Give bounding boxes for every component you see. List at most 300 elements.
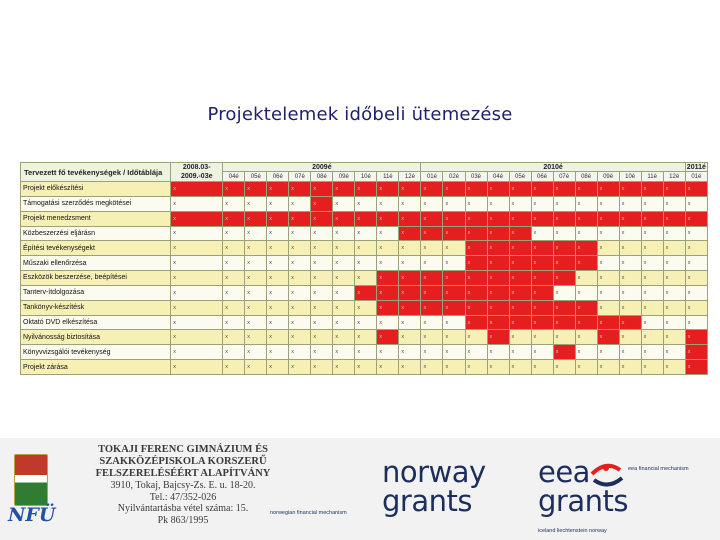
schedule-cell: x <box>377 256 399 271</box>
schedule-cell-active: x <box>487 300 509 315</box>
schedule-cell: x <box>641 241 663 256</box>
schedule-cell: x <box>421 330 443 345</box>
schedule-cell: x <box>597 345 619 360</box>
month-header: 04é <box>487 172 509 182</box>
schedule-cell: x <box>245 300 267 315</box>
schedule-cell-active: x <box>575 300 597 315</box>
task-row <box>21 226 708 241</box>
schedule-cell-active: x <box>575 315 597 330</box>
schedule-cell: x <box>663 256 685 271</box>
schedule-cell-active: x <box>553 211 575 226</box>
schedule-cell-active: x <box>377 330 399 345</box>
schedule-cell-active: x <box>465 285 487 300</box>
schedule-cell: x <box>421 345 443 360</box>
schedule-cell: x <box>443 241 465 256</box>
task-row <box>21 315 708 330</box>
schedule-cell-active: x <box>685 360 707 375</box>
schedule-cell: x <box>619 256 641 271</box>
task-name: Tankönyv-készítésk <box>21 300 171 315</box>
schedule-cell: x <box>575 360 597 375</box>
schedule-cell-active: x <box>355 182 377 197</box>
schedule-cell: x <box>355 330 377 345</box>
schedule-cell-active: x <box>465 226 487 241</box>
schedule-cell-active: x <box>597 330 619 345</box>
schedule-cell: x <box>443 360 465 375</box>
schedule-cell-active: x <box>641 182 663 197</box>
schedule-cell: x <box>289 300 311 315</box>
schedule-cell-active: x <box>663 211 685 226</box>
schedule-cell-active: x <box>553 241 575 256</box>
schedule-cell-active: x <box>685 345 707 360</box>
schedule-cell: x <box>223 300 245 315</box>
schedule-cell-active: x <box>487 241 509 256</box>
schedule-cell: x <box>289 360 311 375</box>
schedule-cell: x <box>223 360 245 375</box>
schedule-cell: x <box>641 196 663 211</box>
schedule-cell-active: x <box>443 182 465 197</box>
month-header: 01é <box>421 172 443 182</box>
schedule-cell: x <box>399 241 421 256</box>
schedule-cell: x <box>289 330 311 345</box>
schedule-cell: x <box>443 196 465 211</box>
month-header: 03é <box>465 172 487 182</box>
schedule-cell-active: x <box>289 182 311 197</box>
schedule-cell: x <box>355 256 377 271</box>
schedule-cell-active: x <box>531 256 553 271</box>
task-row <box>21 211 708 226</box>
month-header: 08é <box>311 172 333 182</box>
schedule-cell: x <box>171 196 223 211</box>
schedule-cell-active: x <box>443 300 465 315</box>
schedule-cell-active: x <box>553 315 575 330</box>
schedule-cell-active: x <box>619 211 641 226</box>
schedule-cell: x <box>311 345 333 360</box>
schedule-cell: x <box>267 256 289 271</box>
task-row <box>21 256 708 271</box>
schedule-cell: x <box>619 196 641 211</box>
schedule-cell: x <box>267 226 289 241</box>
schedule-cell: x <box>575 345 597 360</box>
schedule-cell: x <box>443 256 465 271</box>
schedule-cell: x <box>289 345 311 360</box>
schedule-cell: x <box>377 241 399 256</box>
schedule-cell: x <box>509 345 531 360</box>
schedule-cell: x <box>509 196 531 211</box>
schedule-cell: x <box>333 196 355 211</box>
schedule-cell: x <box>487 360 509 375</box>
schedule-cell: x <box>553 226 575 241</box>
schedule-cell: x <box>685 315 707 330</box>
task-row <box>21 196 708 211</box>
schedule-cell: x <box>399 330 421 345</box>
schedule-cell: x <box>377 196 399 211</box>
schedule-cell: x <box>663 271 685 286</box>
schedule-cell: x <box>421 315 443 330</box>
schedule-cell: x <box>311 271 333 286</box>
schedule-cell-active: x <box>421 300 443 315</box>
schedule-cell-active: x <box>685 211 707 226</box>
schedule-cell: x <box>641 256 663 271</box>
schedule-cell-active: x <box>487 256 509 271</box>
schedule-cell-active: x <box>509 315 531 330</box>
schedule-cell: x <box>245 285 267 300</box>
task-row <box>21 182 708 197</box>
schedule-cell: x <box>171 256 223 271</box>
month-header: 11é <box>641 172 663 182</box>
schedule-cell: x <box>333 360 355 375</box>
schedule-cell-active: x <box>531 211 553 226</box>
schedule-cell: x <box>399 315 421 330</box>
schedule-cell: x <box>171 300 223 315</box>
month-header: 01é <box>685 172 707 182</box>
schedule-cell: x <box>267 241 289 256</box>
month-header: 07é <box>553 172 575 182</box>
schedule-cell: x <box>355 271 377 286</box>
schedule-cell: x <box>641 315 663 330</box>
schedule-cell: x <box>663 196 685 211</box>
schedule-cell-active: x <box>553 271 575 286</box>
schedule-cell: x <box>311 241 333 256</box>
schedule-cell-active: x <box>333 211 355 226</box>
schedule-cell: x <box>443 315 465 330</box>
coat-of-arms-icon <box>14 454 48 506</box>
task-name: Projekt zárása <box>21 360 171 375</box>
schedule-cell: x <box>575 271 597 286</box>
schedule-cell: x <box>597 271 619 286</box>
schedule-cell-active: x <box>597 315 619 330</box>
schedule-cell-active: x <box>531 241 553 256</box>
schedule-cell: x <box>685 256 707 271</box>
schedule-cell: x <box>289 256 311 271</box>
schedule-cell-active: x <box>399 300 421 315</box>
schedule-cell: x <box>619 226 641 241</box>
schedule-cell: x <box>663 300 685 315</box>
schedule-cell: x <box>619 360 641 375</box>
schedule-cell: x <box>597 241 619 256</box>
task-name: Nyilvánosság biztosítása <box>21 330 171 345</box>
schedule-cell-active: x <box>575 241 597 256</box>
schedule-cell: x <box>171 241 223 256</box>
schedule-cell-active: x <box>619 182 641 197</box>
schedule-cell-active: x <box>421 182 443 197</box>
schedule-cell: x <box>641 300 663 315</box>
schedule-cell: x <box>355 345 377 360</box>
schedule-cell: x <box>575 196 597 211</box>
month-header: 04é <box>223 172 245 182</box>
schedule-cell-active: x <box>597 182 619 197</box>
schedule-cell-active: x <box>465 300 487 315</box>
school-address: 3910, Tokaj, Bajcsy-Zs. E. u. 18-20. <box>110 480 256 491</box>
schedule-cell: x <box>597 300 619 315</box>
schedule-cell: x <box>663 285 685 300</box>
schedule-cell: x <box>531 360 553 375</box>
schedule-cell: x <box>245 330 267 345</box>
schedule-cell-active: x <box>597 211 619 226</box>
schedule-cell: x <box>553 330 575 345</box>
schedule-cell: x <box>509 360 531 375</box>
schedule-cell-active: x <box>267 211 289 226</box>
schedule-cell: x <box>421 196 443 211</box>
schedule-cell-active: x <box>333 182 355 197</box>
schedule-cell-active: x <box>509 211 531 226</box>
schedule-cell: x <box>553 285 575 300</box>
schedule-cell: x <box>641 285 663 300</box>
school-registration: Nyilvántartásba vétel száma: 15. <box>117 503 249 514</box>
schedule-cell: x <box>223 226 245 241</box>
task-name: Támogatási szerződés megkötései <box>21 196 171 211</box>
schedule-cell-active: x <box>399 182 421 197</box>
schedule-cell: x <box>223 345 245 360</box>
task-name: Könyvvizsgálói tevékenység <box>21 345 171 360</box>
schedule-cell: x <box>553 360 575 375</box>
schedule-cell: x <box>531 196 553 211</box>
task-name: Oktató DVD elkészítésa <box>21 315 171 330</box>
year-2010: 2010é <box>421 163 685 172</box>
schedule-cell: x <box>597 256 619 271</box>
schedule-cell-active: x <box>267 182 289 197</box>
schedule-cell: x <box>355 360 377 375</box>
schedule-cell: x <box>223 285 245 300</box>
schedule-cell: x <box>267 285 289 300</box>
schedule-cell: x <box>289 285 311 300</box>
schedule-cell: x <box>223 196 245 211</box>
month-header: 05é <box>509 172 531 182</box>
schedule-cell-active: x <box>421 285 443 300</box>
school-phone: Tel.: 47/352-026 <box>149 491 217 503</box>
schedule-cell: x <box>619 241 641 256</box>
schedule-cell: x <box>267 360 289 375</box>
schedule-cell: x <box>641 330 663 345</box>
schedule-cell: x <box>531 330 553 345</box>
schedule-cell-active: x <box>531 271 553 286</box>
schedule-cell-active: x <box>487 226 509 241</box>
schedule-cell-active: x <box>311 182 333 197</box>
schedule-cell: x <box>171 226 223 241</box>
schedule-cell: x <box>171 360 223 375</box>
schedule-cell: x <box>553 196 575 211</box>
schedule-cell: x <box>289 315 311 330</box>
schedule-cell: x <box>421 360 443 375</box>
task-row <box>21 285 708 300</box>
schedule-cell: x <box>333 285 355 300</box>
task-name: Projekt menedzsment <box>21 211 171 226</box>
schedule-cell: x <box>487 345 509 360</box>
schedule-cell-active: x <box>487 271 509 286</box>
schedule-cell-active: x <box>355 211 377 226</box>
school-name-line: SZAKKÖZÉPISKOLA KORSZERŰ <box>99 456 267 467</box>
header-period: 2008.03-2009.-03e <box>171 163 223 182</box>
schedule-cell: x <box>531 226 553 241</box>
task-row <box>21 330 708 345</box>
schedule-cell-active: x <box>377 300 399 315</box>
schedule-cell: x <box>377 360 399 375</box>
schedule-cell: x <box>597 196 619 211</box>
schedule-cell-active: x <box>509 256 531 271</box>
schedule-cell-active: x <box>171 211 223 226</box>
schedule-cell: x <box>641 271 663 286</box>
schedule-table <box>20 162 708 375</box>
schedule-cell: x <box>245 360 267 375</box>
schedule-cell-active: x <box>685 182 707 197</box>
school-name-line: TOKAJI FERENC GIMNÁZIUM ÉS <box>98 444 268 455</box>
schedule-cell-active: x <box>487 211 509 226</box>
schedule-cell: x <box>267 271 289 286</box>
schedule-cell-active: x <box>509 241 531 256</box>
schedule-cell: x <box>619 300 641 315</box>
schedule-cell: x <box>311 315 333 330</box>
schedule-cell: x <box>663 315 685 330</box>
eea-financial-mechanism: eea financial mechanism <box>628 466 689 472</box>
schedule-cell: x <box>663 241 685 256</box>
schedule-cell: x <box>223 241 245 256</box>
schedule-cell: x <box>465 360 487 375</box>
schedule-cell-active: x <box>465 182 487 197</box>
month-header: 09é <box>333 172 355 182</box>
schedule-cell: x <box>421 241 443 256</box>
schedule-cell-active: x <box>399 271 421 286</box>
month-header: 08é <box>575 172 597 182</box>
schedule-cell: x <box>333 300 355 315</box>
schedule-cell: x <box>289 226 311 241</box>
schedule-cell: x <box>399 196 421 211</box>
schedule-cell: x <box>597 285 619 300</box>
schedule-cell: x <box>641 345 663 360</box>
schedule-cell: x <box>223 271 245 286</box>
schedule-cell: x <box>171 285 223 300</box>
schedule-cell: x <box>685 300 707 315</box>
schedule-cell-active: x <box>663 182 685 197</box>
schedule-cell: x <box>289 196 311 211</box>
schedule-cell: x <box>685 196 707 211</box>
month-header: 06é <box>267 172 289 182</box>
schedule-cell-active: x <box>465 315 487 330</box>
schedule-cell-active: x <box>487 182 509 197</box>
schedule-cell-active: x <box>377 285 399 300</box>
year-2009: 2009é <box>223 163 421 172</box>
schedule-cell-active: x <box>575 256 597 271</box>
schedule-cell: x <box>245 196 267 211</box>
schedule-cell-active: x <box>531 285 553 300</box>
schedule-cell: x <box>443 330 465 345</box>
schedule-cell: x <box>377 315 399 330</box>
schedule-cell: x <box>575 330 597 345</box>
schedule-cell: x <box>311 285 333 300</box>
schedule-cell: x <box>619 271 641 286</box>
schedule-cell-active: x <box>531 182 553 197</box>
schedule-cell: x <box>641 360 663 375</box>
month-header: 05é <box>245 172 267 182</box>
schedule-cell: x <box>267 345 289 360</box>
schedule-cell-active: x <box>377 271 399 286</box>
schedule-cell-active: x <box>487 330 509 345</box>
month-header: 12é <box>399 172 421 182</box>
schedule-cell: x <box>311 300 333 315</box>
schedule-cell-active: x <box>223 182 245 197</box>
norway-word: norway <box>382 455 486 489</box>
task-name: Eszközök beszerzése, beépítései <box>21 271 171 286</box>
schedule-cell: x <box>171 345 223 360</box>
task-name: Projekt előkészítési <box>21 182 171 197</box>
schedule-cell: x <box>245 226 267 241</box>
schedule-cell: x <box>171 330 223 345</box>
header-tasks: Tervezett fő tevékenységek / Időtáblája <box>21 163 171 182</box>
schedule-cell: x <box>597 360 619 375</box>
schedule-cell: x <box>171 315 223 330</box>
schedule-cell-active: x <box>619 315 641 330</box>
schedule-cell-active: x <box>421 271 443 286</box>
schedule-cell: x <box>619 345 641 360</box>
schedule-cell: x <box>509 330 531 345</box>
schedule-cell: x <box>333 271 355 286</box>
schedule-cell: x <box>575 285 597 300</box>
eea-subtitle: iceland liechtenstein norway <box>538 528 607 534</box>
schedule-cell: x <box>663 330 685 345</box>
schedule-cell: x <box>685 226 707 241</box>
task-row <box>21 360 708 375</box>
schedule-cell-active: x <box>465 211 487 226</box>
schedule-cell-active: x <box>289 211 311 226</box>
schedule-cell: x <box>355 196 377 211</box>
task-row <box>21 300 708 315</box>
schedule-cell-active: x <box>487 285 509 300</box>
nfu-logo: NFÜ <box>8 504 56 526</box>
schedule-cell: x <box>465 330 487 345</box>
schedule-cell: x <box>641 226 663 241</box>
schedule-cell: x <box>663 345 685 360</box>
schedule-cell: x <box>355 315 377 330</box>
month-header: 07é <box>289 172 311 182</box>
task-row <box>21 271 708 286</box>
schedule-cell: x <box>333 256 355 271</box>
schedule-cell-active: x <box>553 182 575 197</box>
schedule-cell: x <box>421 256 443 271</box>
schedule-cell: x <box>399 256 421 271</box>
schedule-cell: x <box>377 345 399 360</box>
schedule-cell-active: x <box>553 345 575 360</box>
schedule-cell-active: x <box>685 330 707 345</box>
schedule-cell-active: x <box>509 271 531 286</box>
schedule-cell-active: x <box>171 182 223 197</box>
schedule-cell-active: x <box>465 256 487 271</box>
schedule-cell: x <box>267 196 289 211</box>
schedule-cell: x <box>267 330 289 345</box>
eea-word: eea <box>538 455 590 489</box>
grants-word: grants <box>382 484 472 518</box>
schedule-cell-active: x <box>377 182 399 197</box>
schedule-cell-active: x <box>575 211 597 226</box>
schedule-cell: x <box>245 315 267 330</box>
month-header: 09é <box>597 172 619 182</box>
schedule-cell: x <box>355 241 377 256</box>
schedule-cell-active: x <box>223 211 245 226</box>
eea-grants-logo <box>538 455 628 518</box>
schedule-cell: x <box>245 256 267 271</box>
schedule-cell: x <box>333 330 355 345</box>
schedule-cell-active: x <box>443 226 465 241</box>
schedule-cell-active: x <box>575 182 597 197</box>
month-header: 10é <box>619 172 641 182</box>
month-header: 10é <box>355 172 377 182</box>
schedule-cell-active: x <box>487 315 509 330</box>
schedule-cell-active: x <box>553 256 575 271</box>
schedule-cell: x <box>267 300 289 315</box>
task-name: Műszaki ellenőrzésa <box>21 256 171 271</box>
schedule-cell-active: x <box>421 211 443 226</box>
schedule-cell: x <box>333 315 355 330</box>
schedule-cell-active: x <box>509 285 531 300</box>
month-header: 12é <box>663 172 685 182</box>
schedule-cell-active: x <box>443 211 465 226</box>
